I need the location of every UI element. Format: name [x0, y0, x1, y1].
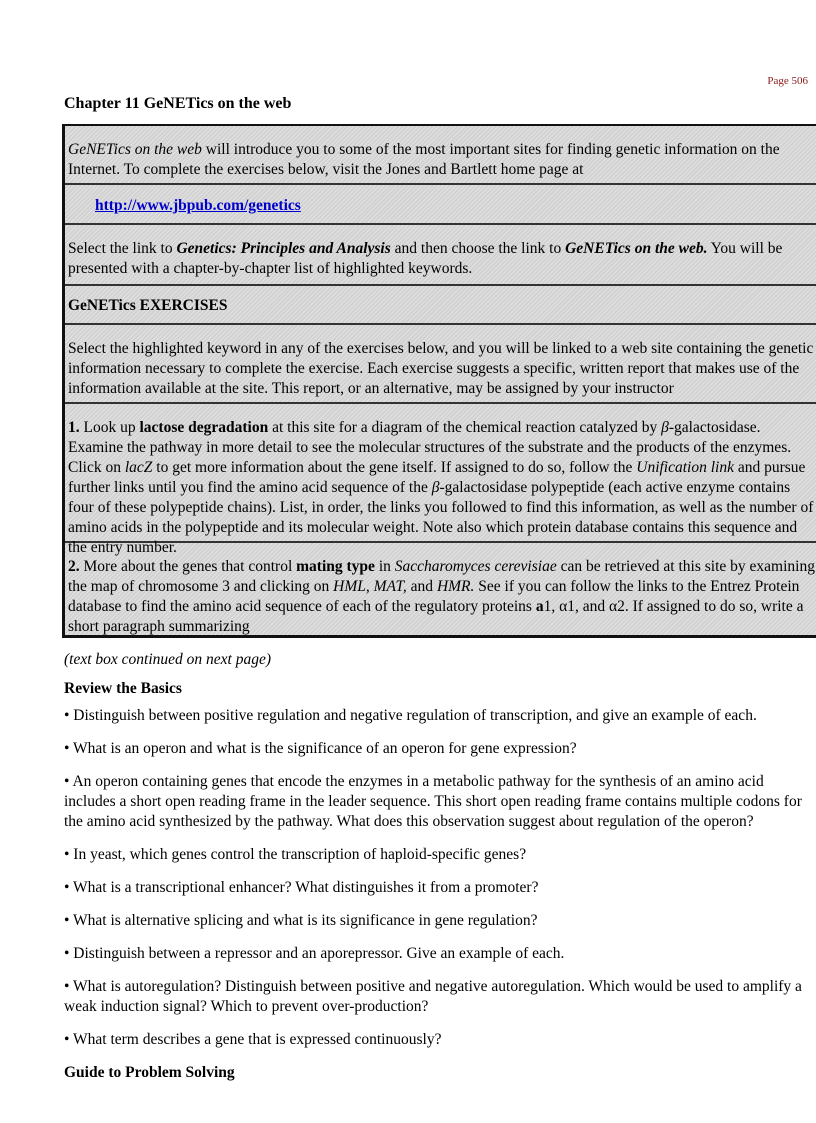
page-number: Page 506: [767, 75, 808, 87]
select-text-3: You will be presented with a chapter-by-chapter list of highlighted keywords.: [68, 240, 783, 277]
exercises-intro: Select the highlighted keyword in any of the exercises below, and you will be linked to a web site containing the genetic information necessary to complete the exercise. Each exercise suggests a specific, written report that makes use of the information available at the site. This report, or an alternative, may be assigned by your instructor: [68, 340, 814, 397]
hmr-gene: HMR.: [436, 578, 475, 595]
review-item: • In yeast, which genes control the transcription of haploid-specific genes?: [64, 846, 527, 863]
exercises-heading: GeNETics EXERCISES: [68, 297, 228, 314]
exercise-1-text-b: at this site for a diagram of the chemical reaction catalyzed by: [268, 419, 662, 436]
lactose-degradation-keyword[interactable]: lactose degradation: [139, 419, 269, 436]
review-item: • What is alternative splicing and what is its significance in gene regulation?: [64, 912, 538, 929]
box-intro-cell: [65, 126, 816, 185]
exercise-1-text-d: to get more information about the gene itself. If assigned to do so, follow the: [152, 459, 637, 476]
review-list: [64, 706, 816, 1063]
exercise-1-number: 1.: [68, 419, 80, 436]
exercise-2-text-c: can be retrieved at this site by examining the map of chromosome 3 and clicking on: [68, 558, 815, 595]
intro-title: GeNETics on the web: [68, 141, 202, 158]
review-item: • What is an operon and what is the significance of an operon for gene expression?: [64, 740, 577, 757]
review-item: • An operon containing genes that encode the enzymes in a metabolic pathway for the synthesis of an amino acid includes a short open reading frame in the leader sequence. This short open reading frame contains multiple codons for the amino acid synthesized by the pathway. What does this observation suggest about regulation of the operon?: [64, 773, 802, 830]
select-text-1: Select the link to: [68, 240, 177, 257]
guide-heading: Guide to Problem Solving: [64, 1064, 235, 1081]
exercise-2-number: 2.: [68, 558, 80, 575]
continued-note: (text box continued on next page): [64, 651, 272, 668]
box-exercises-heading-cell: [65, 286, 816, 325]
exercise-2-cell: [65, 543, 816, 635]
exercise-1-text-e: and pursue further links until you find the amino acid sequence of the: [68, 459, 806, 496]
review-heading: Review the Basics: [64, 680, 182, 697]
intro-rest: will introduce you to some of the most important sites for finding genetic information on the Internet. To complete the exercises below, visit the Jones and Bartlett home page at: [68, 141, 780, 178]
a-protein: a: [535, 598, 544, 615]
exercise-1-text: [68, 418, 816, 558]
review-item: • What is autoregulation? Distinguish between positive and negative autoregulation. Which would be used to amplify a weak induction signal? Which to prevent over-production?: [64, 978, 802, 1015]
box-exercises-intro-cell: [65, 325, 816, 404]
box-select-cell: [65, 225, 816, 286]
exercise-2-text: [68, 557, 816, 637]
beta-symbol: β: [661, 419, 669, 436]
hml-mat-genes: HML, MAT,: [333, 578, 407, 595]
genetics-principles-link[interactable]: Genetics: Principles and Analysis: [176, 240, 391, 257]
genetics-on-the-web-link[interactable]: GeNETics on the web.: [565, 240, 708, 257]
review-item: • What is a transcriptional enhancer? What distinguishes it from a promoter?: [64, 879, 539, 896]
exercise-2-text-f: 1, α1, and α2. If assigned to do so, write a short paragraph summarizing: [68, 598, 804, 635]
exercise-1-text-f: -galactosidase polypeptide (each active enzyme contains four of these polypeptide chains). List, in order, the links you followed to find this information, as well as the number of amino acids in the polypeptide and its molecular weight. Note also which protein database contains this sequence and the entry number.: [68, 479, 814, 556]
exercise-2-text-e: See if you can follow the links to the Entrez Protein database to find the amino acid sequence of each of the regulatory proteins: [68, 578, 800, 615]
genetics-on-the-web-box: [62, 124, 816, 638]
beta-symbol: β: [431, 479, 440, 496]
box-select-text: [68, 239, 816, 279]
box-intro-text: [68, 140, 816, 180]
lacz-link[interactable]: lacZ: [124, 459, 153, 476]
exercise-2-text-d: and: [406, 578, 437, 595]
select-text-2: and then choose the link to: [390, 240, 566, 257]
exercise-1-text-a: Look up: [79, 419, 140, 436]
review-item: • Distinguish between positive regulation and negative regulation of transcription, and give an example of each.: [64, 707, 757, 724]
box-url-cell: [65, 185, 816, 225]
exercise-2-text-b: in: [374, 558, 395, 575]
jbpub-url-link[interactable]: http://www.jbpub.com/genetics: [95, 197, 301, 214]
mating-type-keyword[interactable]: mating type: [296, 558, 375, 575]
chapter-title: Chapter 11 GeNETics on the web: [64, 95, 292, 112]
exercise-2-text-a: More about the genes that control: [79, 558, 297, 575]
exercise-1-text-c: -galactosidase. Examine the pathway in more detail to see the molecular structures of the substrate and the products of the enzymes. Click on: [68, 419, 792, 476]
review-item: • What term describes a gene that is expressed continuously?: [64, 1031, 442, 1048]
exercise-1-cell: [65, 404, 816, 556]
unification-link[interactable]: Unification link: [636, 459, 734, 476]
species-name: Saccharomyces cerevisiae: [394, 558, 557, 575]
review-item: • Distinguish between a repressor and an aporepressor. Give an example of each.: [64, 945, 565, 962]
